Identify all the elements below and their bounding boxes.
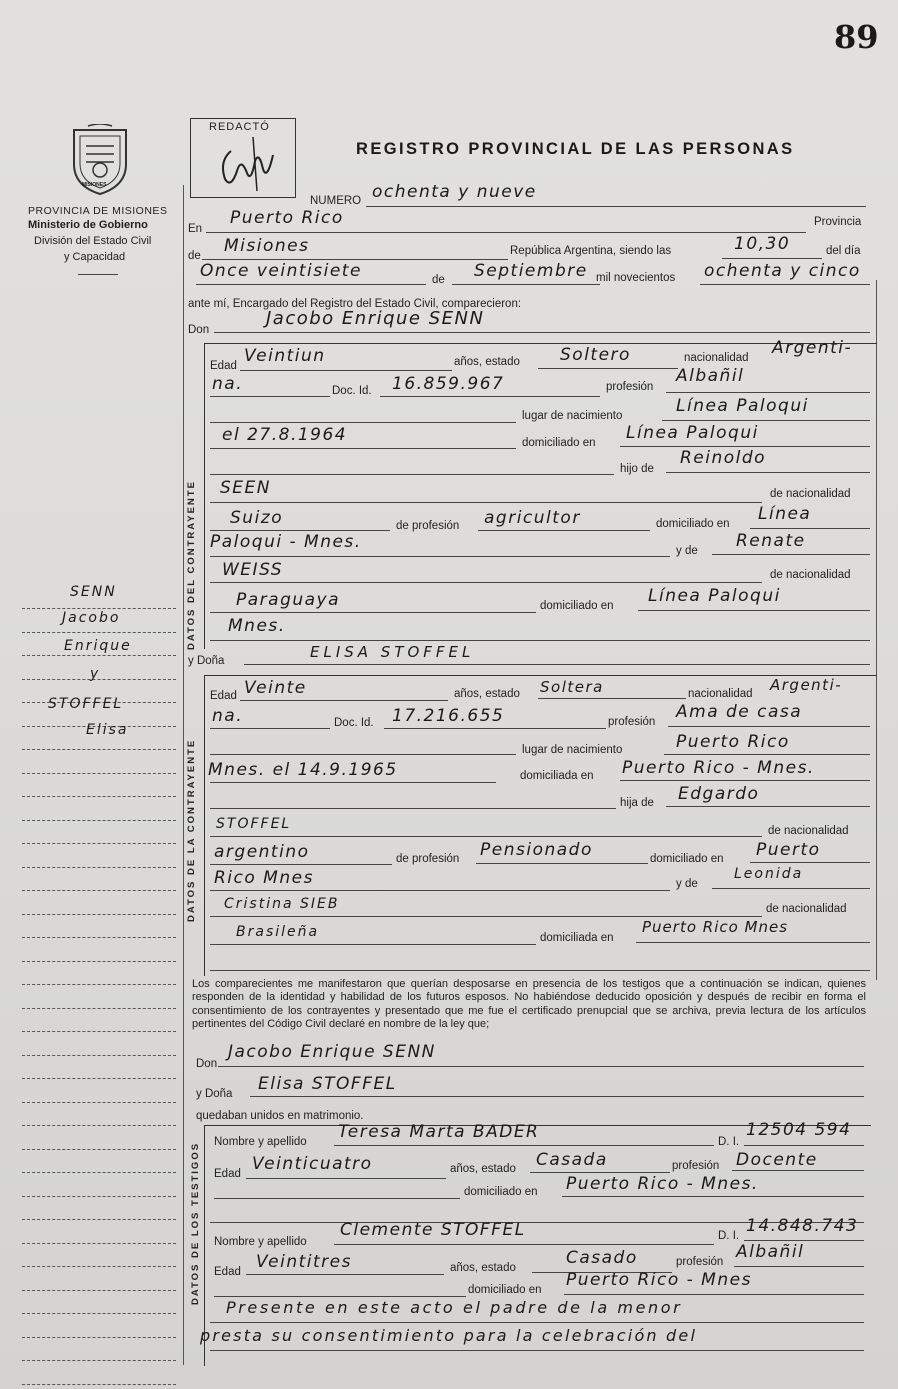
c1-padre-value: Reinoldo [680,448,767,468]
t1-domic-label: domiciliado en [464,1186,538,1198]
margin-note-name1: Jacobo [62,610,121,626]
c2-nacionalidad-value: Argenti- [770,676,843,694]
mil-label: mil novecientos [596,272,676,284]
don-label: Don [188,324,210,336]
margin-ruled-line [22,1031,176,1032]
c1-nac-label: de nacionalidad [770,488,851,500]
t2-edad: Veintitres [256,1252,352,1272]
c2-domicilio-label: domiciliada en [520,770,594,782]
c2-padre-prof-line [476,863,648,864]
c1-row7-line [210,530,390,531]
c2-doc-label: Doc. Id. [334,717,374,729]
c1-domicilio-label: domiciliado en [522,437,596,449]
c1-edad-value: Veintiun [244,346,326,366]
margin-ruled-line [22,1266,176,1267]
c1-lugar-value: Línea Paloqui [676,396,809,416]
c1-row8-line [210,556,670,557]
c1-row6-line [210,502,762,503]
t2-row3-line [214,1296,466,1297]
c2-profesion-value: Ama de casa [676,702,803,722]
c1-lugar-label: lugar de nacimiento [522,410,623,422]
quedaban-label: quedaban unidos en matrimonio. [196,1110,364,1122]
republica-label: República Argentina, siendo las [510,245,672,257]
c1-edad-label: Edad [210,360,237,372]
c2-row9-line [210,916,762,917]
t2-edad-label: Edad [214,1266,241,1278]
t1-doc: 12504 594 [746,1120,852,1140]
c1-domic-line [620,446,870,447]
union-dona-label: y Doña [196,1088,233,1100]
province-line4: y Capacidad [64,251,126,263]
union-don-label: Don [196,1058,218,1070]
c2-padre-value2: STOFFEL [216,816,292,832]
margin-note-surname2: STOFFEL [48,696,124,712]
c2-y-de-label: y de [676,878,698,890]
c2-madre-value2: Cristina SIEB [224,896,340,912]
c1-padre-domic: Línea [758,504,812,524]
contrayente-f-side-label: DATOS DE LA CONTRAYENTE [186,738,197,922]
dona-line [244,664,870,665]
c1-madre-line [712,554,870,555]
margin-ruled-line [22,1313,176,1314]
t1-domicilio: Puerto Rico - Mnes. [566,1174,759,1194]
c1-lugar-line [662,420,870,421]
margin-rule [183,185,184,1365]
c1-de-profesion-label: de profesión [396,520,460,532]
dia-line [196,284,426,285]
margin-ruled-line [22,937,176,938]
t2-nombre-label: Nombre y apellido [214,1236,307,1248]
c1-doc-value: 16.859.967 [392,374,505,394]
del-dia-label: del día [826,245,861,257]
c1-madre-domic-label: domiciliado en [540,600,614,612]
margin-ruled-line [22,1008,176,1009]
c1-doc-line [380,396,600,397]
c2-lugar-line [664,754,870,755]
c2-madre-nac-label: de nacionalidad [766,903,847,915]
c2-de-profesion-label: de profesión [396,853,460,865]
c2-madre-domic-label: domiciliada en [540,932,614,944]
t2-profesion-label: profesión [676,1256,724,1268]
c1-padre-value2: SEEN [220,478,271,498]
note-line-1 [210,1322,864,1323]
margin-ruled-line [22,1196,176,1197]
margin-note-surname: SENN [70,584,117,600]
c2-padre-prof: Pensionado [480,840,593,860]
c2-padre-value: Edgardo [678,784,760,804]
t1-doc-line [744,1145,864,1146]
t1-profesion: Docente [736,1150,818,1170]
c2-nac2-line [210,728,330,729]
anio-line [700,284,870,285]
c1-madre-domic2: Mnes. [228,616,286,636]
margin-ruled-line [22,914,176,915]
c2-estado-line [538,698,686,699]
union-don-value: Jacobo Enrique SENN [228,1042,436,1062]
c1-profesion-label: profesión [606,381,654,393]
margin-ruled-line [22,1337,176,1338]
c1-hijo-label: hijo de [620,463,654,475]
c1-estado-value: Soltero [560,345,631,365]
t2-domic-label: domiciliado en [468,1284,542,1296]
c2-row7-line [210,864,392,865]
margin-ruled-line [22,1290,176,1291]
t1-row3-line [214,1198,460,1199]
t2-d-label: D. I. [718,1230,740,1242]
province-line2: Ministerio de Gobierno [28,219,148,231]
c2-lugar-value: Puerto Rico [676,732,790,752]
c2-lugar-value2: Mnes. el 14.9.1965 [208,760,398,780]
c2-nac-label: de nacionalidad [768,825,849,837]
margin-ruled-line [22,843,176,844]
c2-row6-line [210,836,762,837]
c1-y-de-label: y de [676,545,698,557]
c1-padre-prof: agricultor [484,508,581,528]
c2-profesion-label: profesión [608,716,656,728]
c1-doc-label: Doc. Id. [332,385,372,397]
c2-madre-value: Leonida [734,866,804,882]
c1-madre-domic: Línea Paloqui [648,586,781,606]
c2-madre-nac: Brasileña [236,924,320,940]
c2-row10-line [210,944,536,945]
contrayente-side-label: DATOS DEL CONTRAYENTE [186,480,197,650]
t2-edad-line [246,1274,444,1275]
c2-nacionalidad-label: nacionalidad [688,688,753,700]
t1-estado: Casada [536,1150,608,1170]
note-text-2: presta su consentimiento para la celebración del [200,1326,698,1345]
c1-row10-line [210,612,536,613]
c2-padre-domic2: Rico Mnes [214,868,314,888]
c1-nacionalidad-value2: na. [212,374,244,394]
margin-note-name2: Enrique [64,638,132,654]
redacto-signature-icon [211,131,285,193]
numero-line [366,206,866,207]
c2-padre-domic-label: domiciliado en [650,853,724,865]
c2-padre-line [666,806,870,807]
union-don-line [218,1066,864,1067]
margin-ruled-line [22,796,176,797]
c2-padre-domic: Puerto [756,840,821,860]
margin-ruled-line [22,1078,176,1079]
margin-ruled-line [22,820,176,821]
c1-padre-line [666,472,870,473]
c2-edad-value: Veinte [244,678,307,698]
c1-padre-nac: Suizo [230,508,284,528]
margin-ruled-line [22,1243,176,1244]
margin-ruled-line [22,1125,176,1126]
provincia-label: Provincia [814,216,862,228]
margin-ruled-line [22,984,176,985]
c2-padre-domic-line [750,862,870,863]
c1-row9-line [210,582,762,583]
t2-doc-line [744,1240,864,1241]
ante-label: ante mí, Encargado del Registro del Estado Civil, comparecieron: [188,298,522,310]
c2-row5-line [210,808,616,809]
t1-prof-line [732,1170,864,1171]
t1-estado-line [530,1172,670,1173]
note-line-2 [210,1350,864,1351]
t2-nombre: Clemente STOFFEL [340,1220,526,1240]
hora-value: 10,30 [734,234,791,254]
margin-ruled-line [22,632,176,633]
c1-padre-domic-label: domiciliado en [656,518,730,530]
c1-madre-value2: WEISS [222,560,284,580]
c2-estado-value: Soltera [540,678,604,696]
c1-madre-nac: Paraguaya [236,590,341,610]
dia-value: Once veintisiete [200,261,362,281]
mes-line [452,284,600,285]
en-value: Puerto Rico [230,208,344,228]
c1-edad-line [240,370,452,371]
c2-prof-line [668,726,870,727]
margin-ruled-line [22,1172,176,1173]
en-line [206,232,806,233]
en-label: En [188,223,203,235]
t1-nombre-label: Nombre y apellido [214,1136,307,1148]
mes-value: Septiembre [474,261,588,281]
c1-domicilio-value: Línea Paloqui [626,423,759,443]
c1-lugar-value2: el 27.8.1964 [222,425,348,445]
margin-ruled-line [22,1149,176,1150]
c1-row11-line [210,640,870,641]
redacto-stamp [190,118,296,198]
c2-edad-label: Edad [210,690,237,702]
form-title: REGISTRO PROVINCIAL DE LAS PERSONAS [356,140,795,158]
c2-nacionalidad-value2: na. [212,706,244,726]
t1-nombre-line [334,1145,714,1146]
c1-profesion-value: Albañil [676,366,745,386]
c1-padre-domic2: Paloqui - Mnes. [210,532,362,552]
margin-ruled-line [22,1102,176,1103]
t1-domic-line [562,1196,864,1197]
don-line [214,332,870,333]
c2-anios-label: años, estado [454,688,520,700]
t2-nombre-line [334,1244,714,1245]
de-label: de [188,250,201,262]
t1-edad-line [246,1178,446,1179]
margin-ruled-line [22,1219,176,1220]
c2-madre-line [712,888,870,889]
c2-edad-line [240,700,448,701]
c1-nac2-line [210,396,330,397]
c2-doc-line [384,728,606,729]
margin-ruled-line [22,773,176,774]
margin-note-name3: Elisa [86,722,129,738]
numero-label: NUMERO [310,195,362,207]
c2-madre-domic: Puerto Rico Mnes [642,918,789,936]
margin-note-y: y [90,666,101,682]
c2-padre-nac: argentino [214,842,310,862]
t2-estado: Casado [566,1248,638,1268]
dona-value: ELISA STOFFEL [310,643,475,661]
t1-anios-label: años, estado [450,1163,516,1175]
t1-edad: Veinticuatro [252,1154,373,1174]
c1-row4-line [210,448,516,449]
redacto-label: REDACTÓ [209,121,270,133]
margin-ruled-line [22,867,176,868]
c2-doc-value: 17.216.655 [392,706,505,726]
margin-ruled-line [22,890,176,891]
de-value: Misiones [224,236,310,256]
c1-prof-line [666,392,870,393]
c2-hija-label: hija de [620,797,654,809]
c1-padre-prof-line [478,530,650,531]
union-dona-value: Elisa STOFFEL [258,1074,397,1094]
t2-domicilio: Puerto Rico - Mnes [566,1270,752,1290]
don-value: Jacobo Enrique SENN [266,308,485,329]
margin-ruled-line [22,1360,176,1361]
margin-ruled-line [22,749,176,750]
c1-nacionalidad-value: Argenti- [772,338,853,358]
c1-madre-nac-label: de nacionalidad [770,569,851,581]
c1-row3-line [210,422,516,423]
y-dona-label: y Doña [188,655,225,667]
t1-nombre: Teresa Marta BADER [338,1122,540,1142]
page-number: 89 [834,18,879,56]
margin-ruled-line [22,1384,176,1385]
c2-domic-line [620,780,870,781]
province-line1: PROVINCIA DE MISIONES [28,205,168,217]
c2-lugar-label: lugar de nacimiento [522,744,623,756]
c2-domicilio-value: Puerto Rico - Mnes. [622,758,815,778]
t1-profesion-label: profesión [672,1160,720,1172]
c1-estado-line [538,368,678,369]
c2-row11-line [210,970,870,971]
t2-prof-line [734,1266,864,1267]
c1-madre-value: Renate [736,531,806,551]
t2-anios-label: años, estado [450,1262,516,1274]
divider [78,274,118,275]
hora-line [722,258,822,259]
declaration-paragraph: Los comparecientes me manifestaron que querían desposarse en presencia de los testigos que a continuación se indican, quienes responden de la identidad y habilidad de los futuros esposos. No habiéndose deducido oposición y después de recibir en forma el consentimiento de los contrayentes y presentado que me fue el certificado prenupcial que se archiva, previa lectura de los artículos pertinentes del Código Civil declaré en nombre de la ley que; [192,978,866,1031]
c1-anios-label: años, estado [454,356,520,368]
margin-ruled-line [22,961,176,962]
union-dona-line [250,1096,864,1097]
margin-ruled-line [22,1055,176,1056]
c2-madre-domic-line [636,942,870,943]
c1-padre-domic-line [750,528,870,529]
t2-profesion: Albañil [736,1242,805,1262]
t2-domic-line [564,1294,864,1295]
t1-d-label: D. I. [718,1136,740,1148]
seal-text: MISIONES [82,182,107,188]
de2-label: de [432,274,445,286]
c1-nacionalidad-label: nacionalidad [684,352,749,364]
c1-row5-line [210,474,614,475]
margin-ruled-line [22,655,176,656]
note-text-1: Presente en este acto el padre de la menor [226,1298,683,1317]
de-line [202,259,508,260]
anio-value: ochenta y cinco [704,261,861,281]
numero-value: ochenta y nueve [372,182,537,202]
c1-madre-domic-line [638,610,870,611]
t1-edad-label: Edad [214,1168,241,1180]
c2-row3-line [210,754,516,755]
province-line3: División del Estado Civil [34,235,152,247]
margin-ruled-line [22,608,176,609]
t2-doc: 14.848.743 [746,1216,859,1236]
c2-row4-line [210,782,496,783]
c2-row8-line [210,890,670,891]
testigos-side-label: DATOS DE LOS TESTIGOS [190,1141,201,1305]
